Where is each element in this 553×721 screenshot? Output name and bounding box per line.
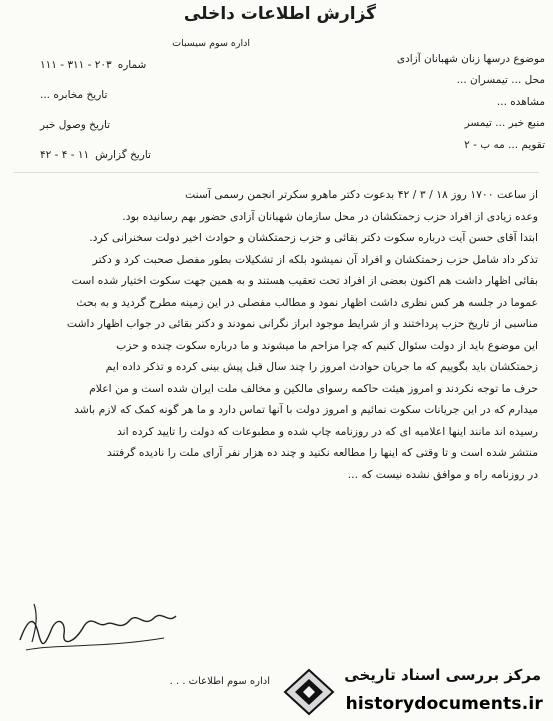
evaluation-line: تقویم ... مه ب - ۲ [464, 138, 545, 151]
archive-org-name: مرکز بررسی اسناد تاریخی [344, 666, 541, 684]
number-value: ۱۱۱ - ۳۱۱ - ۲۰۳ [40, 59, 112, 71]
document-number [40, 50, 250, 80]
archive-watermark [271, 664, 547, 720]
document-title: گزارش اطلاعات داخلی [183, 4, 377, 24]
report-date [40, 140, 250, 170]
body-line: در روزنامه راه و موافق نشده نیست که ... [347, 467, 538, 481]
body-line: میدارم که در این جریانات سکوت نمائیم و امروز دولت با آنها تماس دارد و ما هر گونه کمک که لازم باشد [74, 403, 538, 416]
body-line: رسیده اند مانند اینها اعلامیه ای که در روزنامه چاپ شده و مطبوعات که دولت را تایید کرده اند [116, 424, 538, 438]
body-line: حرف ما توجه نکردند و امروز هیئت حاکمه رسوای مالکین و مخالف ملت ایران شده است و من اعلام [89, 381, 538, 395]
body-line: ابتدا آقای حسن آیت درباره سکوت دکتر بقائی و حزب زحمتکشان و حوادث اخیر دولت سخنرانی کرد. [89, 231, 538, 244]
body-line: این موضوع باید از دولت سئوال کنیم که چرا مزاحم ما میشوند و ما درباره سکوت چنده و حزب [116, 338, 538, 352]
report-body [14, 184, 538, 485]
copy-distribution-note: اداره سوم اطلاعات . . . [169, 676, 270, 687]
header-divider [14, 172, 539, 173]
body-line: عموما در جلسه هر کس نظری داشت اظهار نمود و مطالب مفصلی در این زمینه مطرح گردید و به بحث [76, 295, 538, 309]
archive-logo-icon [281, 666, 337, 718]
report-date-label: تاریخ گزارش [95, 149, 151, 161]
report-date-value: ۱۱ - ۴ - ۴۲ [40, 149, 90, 161]
archive-url[interactable]: historydocuments.ir [345, 694, 543, 714]
number-label: شماره [117, 59, 147, 71]
body-line: منتشر شده است و تا وقتی که اینها را مطالعه نکنید و چند ده هزار نفر آرای ملت را نادیده گرفتند [106, 446, 538, 459]
header-meta-left [40, 36, 250, 170]
header-meta-right [285, 48, 545, 156]
subject-line: موضوع درسها زنان شهبانان آزادی [396, 52, 545, 65]
observer-line: مشاهده ... [496, 95, 545, 108]
body-line: از ساعت ۱۷۰۰ روز ۱۸ / ۳ / ۴۲ بدعوت دکتر ماهرو سکرتر انجمن رسمی آسنت [184, 188, 538, 201]
transmit-date: تاریخ مخابره ... [40, 89, 108, 101]
origin-line: محل ... تیمسران ... [456, 74, 545, 87]
body-line: وعده زیادی از افراد حزب زحمتکشان در محل سازمان شهبانان آزادی حضور بهم رسانیده بود. [122, 209, 538, 223]
body-line: مناسبی از تاریخ حزب پرداختند و از شرایط موجود ابراز نگرانی نمودند و دکتر بقائی در جواب اظهار داشت [66, 317, 538, 330]
handwritten-signature [14, 598, 184, 660]
body-line: تذکر داد شامل حزب زحمتکشان و افراد آن نمیشود بلکه از تشکیلات بطور مفصل صحبت کرد و دکتر [92, 252, 538, 266]
body-line: بقائی اظهار داشت هم اکنون بعضی از افراد تحت تعقیب هستند و به همین جهت سکوت اختیار شده است [71, 274, 538, 287]
receipt-date: تاریخ وصول خبر [40, 119, 111, 131]
department-label: اداره سوم سیسبات [172, 37, 250, 49]
body-line: زحمتکشان باید بگوییم که ما جریان حوادث امروز را چند سال قبل پیش بینی کرده و تذکر داده ایم [105, 360, 538, 373]
source-line: منبع خبر ... تیمسر [464, 117, 545, 130]
